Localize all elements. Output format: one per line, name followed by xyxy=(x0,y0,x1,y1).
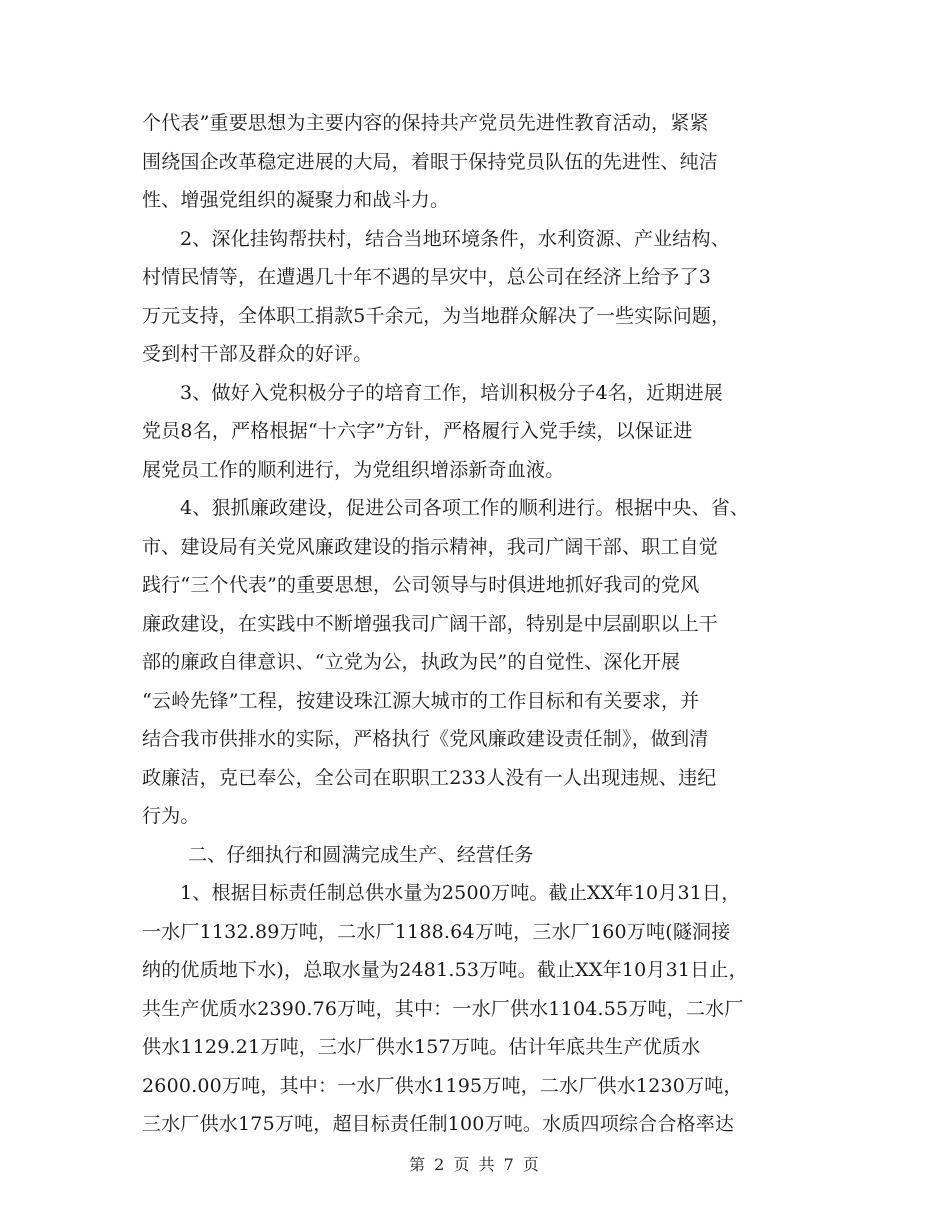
text-line: “云岭先锋”工程，按建设珠江源大城市的工作目标和有关要求，并 xyxy=(142,689,700,712)
text-line: 政廉洁，克已奉公，全公司在职职工233人没有一人出现违规、违纪 xyxy=(142,766,717,789)
section-heading: 二、仔细执行和圆满完成生产、经营任务 xyxy=(188,843,534,866)
text-line: 供水1129.21万吨，三水厂供水157万吨。估计年底共生产优质水 xyxy=(142,1036,701,1058)
text-line: 部的廉政自律意识、“立党为公，执政为民”的自觉性、深化开展 xyxy=(142,651,681,673)
text-line: 结合我市供排水的实际，严格执行《党风廉政建设责任制》，做到清 xyxy=(142,728,709,750)
text-line: 4、狠抓廉政建设，促进公司各项工作的顺利进行。根据中央、省、 xyxy=(180,497,750,519)
text-line: 共生产优质水2390.76万吨，其中：一水厂供水1104.55万吨，二水厂 xyxy=(142,997,744,1020)
text-line: 围绕国企改革稳定进展的大局，着眼于保持党员队伍的先进性、纯洁 xyxy=(142,150,719,173)
text-line: 3、做好入党积极分子的培育工作，培训积极分子4名，近期进展 xyxy=(180,381,723,404)
text-line: 廉政建设，在实践中不断增强我司广阔干部，特别是中层副职以上干 xyxy=(142,612,719,635)
page-footer: 第 2 页 共 7 页 xyxy=(409,1155,541,1174)
text-line: 受到村干部及群众的好评。 xyxy=(142,343,373,365)
text-line: 纳的优质地下水)，总取水量为2481.53万吨。截止XX年10月31日止， xyxy=(142,959,748,981)
text-line: 万元支持，全体职工捐款5千余元，为当地群众解决了一些实际问题， xyxy=(142,304,731,327)
text-line: 行为。 xyxy=(142,805,200,827)
text-line: 践行“三个代表”的重要思想，公司领导与时俱进地抓好我司的党风 xyxy=(142,574,700,596)
text-line: 一水厂1132.89万吨，二水厂1188.64万吨，三水厂160万吨(隧洞接 xyxy=(142,920,731,943)
text-line: 性、增强党组织的凝聚力和战斗力。 xyxy=(142,189,450,211)
text-line: 2、深化挂钩帮扶村，结合当地环境条件，水利资源、产业结构、 xyxy=(180,227,730,250)
text-line: 展党员工作的顺利进行，为党组织增添新奇血液。 xyxy=(142,458,565,481)
text-line: 党员8名，严格根据“十六字”方针，严格履行入党手续，以保证进 xyxy=(142,420,693,442)
text-line: 三水厂供水175万吨，超目标责任制100万吨。水质四项综合合格率达 xyxy=(142,1113,735,1135)
text-line: 1、根据目标责任制总供水量为2500万吨。截止XX年10月31日， xyxy=(180,882,741,904)
text-line: 村情民情等，在遭遇几十年不遇的旱灾中，总公司在经济上给予了3 xyxy=(142,266,712,288)
text-line: 市、建设局有关党风廉政建设的指示精神，我司广阔干部、职工自觉 xyxy=(142,535,719,558)
text-line: 2600.00万吨，其中：一水厂供水1195万吨，二水厂供水1230万吨， xyxy=(142,1074,743,1097)
text-line: 个代表”重要思想为主要内容的保持共产党员先进性教育活动，紧紧 xyxy=(142,112,709,134)
body-text xyxy=(142,104,832,1144)
